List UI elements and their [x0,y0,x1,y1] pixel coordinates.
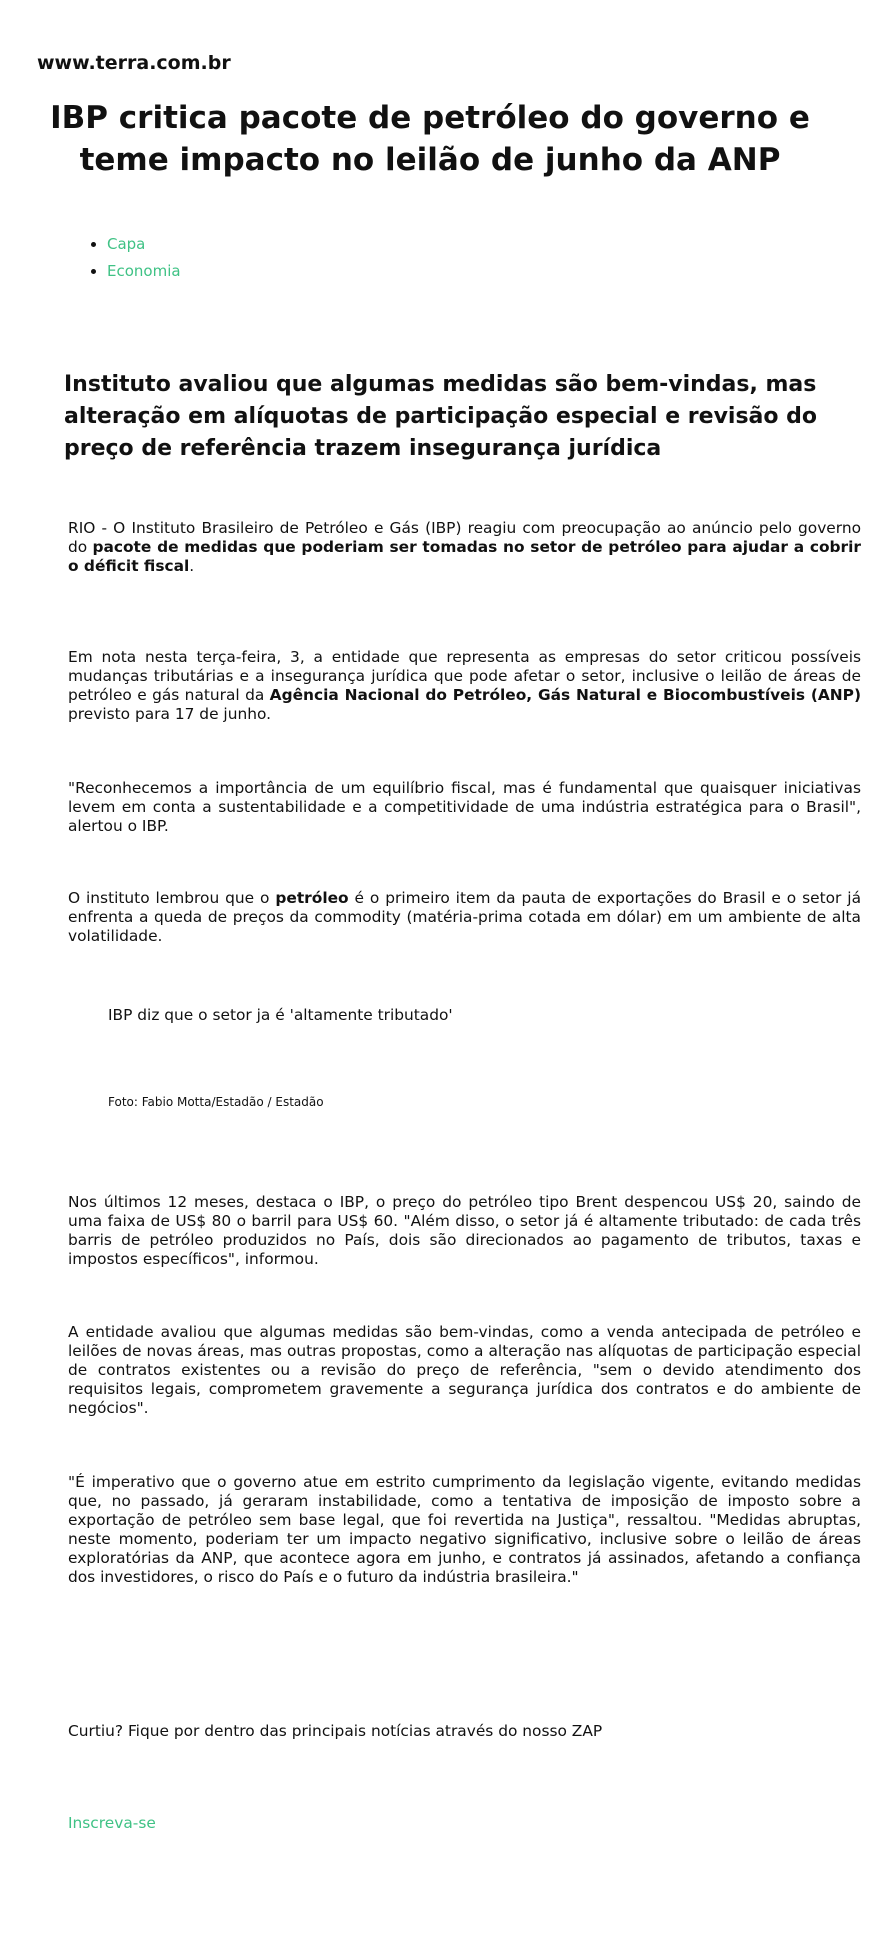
paragraph-link-text[interactable]: petróleo [275,889,349,907]
article-headline: IBP critica pacote de petróleo do governo e teme impacto no leilão de junho da ANP [50,100,810,178]
breadcrumb-link-capa[interactable]: Capa [107,235,146,253]
paragraph-1 [68,519,861,576]
image-caption: IBP diz que o setor ja é 'altamente tributado' [108,1006,453,1024]
paragraph-text: previsto para 17 de junho. [68,705,272,723]
paragraph-text: . [189,557,195,575]
site-name: www.terra.com.br [37,52,231,74]
subscribe-link[interactable]: Inscreva-se [68,1814,156,1832]
breadcrumb-item [107,258,181,285]
paragraph-2 [68,648,861,724]
breadcrumb [0,231,181,285]
breadcrumb-link-economia[interactable]: Economia [107,262,181,280]
breadcrumb-item [107,231,181,258]
newsletter-cta-text: Curtiu? Fique por dentro das principais notícias através do nosso ZAP [68,1722,603,1740]
paragraph-text: RIO - O Instituto Brasileiro de Petróleo e Gás (IBP) reagiu com preocupação ao anúncio pelo governo do [68,519,861,556]
paragraph-link-text[interactable]: Agência Nacional do Petróleo, Gás Natural e Biocombustíveis (ANP) [269,686,861,704]
paragraph-text: O instituto lembrou que o [68,889,276,907]
paragraph-5: Nos últimos 12 meses, destaca o IBP, o preço do petróleo tipo Brent despencou US$ 20, saindo de uma faixa de US$ 80 o barril para US$ 60. "Além disso, o setor já é altamente tributado: de cada três barris de petróleo produzidos no País, dois são direcionados ao pagamento de tributos, taxas e impostos específicos", informou. [68,1193,861,1268]
article-subtitle: Instituto avaliou que algumas medidas são bem-vindas, mas alteração em alíquotas de participação especial e revisão do preço de referência trazem insegurança jurídica [64,372,818,461]
paragraph-6: A entidade avaliou que algumas medidas são bem-vindas, como a venda antecipada de petróleo e leilões de novas áreas, mas outras propostas, como a alteração nas alíquotas de participação especial de contratos existentes ou a revisão do preço de referência, "sem o devido atendimento dos requisitos legais, comprometem gravemente a segurança jurídica dos contratos e do ambiente de negócios". [68,1323,861,1417]
paragraph-7: "É imperativo que o governo atue em estrito cumprimento da legislação vigente, evitando medidas que, no passado, já geraram instabilidade, como a tentativa de imposição de imposto sobre a exportação de petróleo sem base legal, que foi revertida na Justiça", ressaltou. "Medidas abruptas, neste momento, poderiam ter um impacto negativo significativo, inclusive sobre o leilão de áreas exploratórias da ANP, que acontece agora em junho, e contratos já assinados, afetando a confiança dos investidores, o risco do País e o futuro da indústria brasileira." [68,1473,861,1586]
paragraph-3: "Reconhecemos a importância de um equilíbrio fiscal, mas é fundamental que quaisquer iniciativas levem em conta a sustentabilidade e a competitividade de uma indústria estratégica para o Brasil", alertou o IBP. [68,779,861,835]
paragraph-text: é o primeiro item da pauta de exportações do Brasil e o setor já enfrenta a queda de preços da commodity (matéria-prima cotada em dólar) em um ambiente de alta volatilidade. [68,889,862,945]
paragraph-link-text[interactable]: pacote de medidas que poderiam ser tomadas no setor de petróleo para ajudar a cobrir o déficit fiscal [68,538,862,575]
paragraph-4 [68,889,861,946]
paragraph-text: Em nota nesta terça-feira, 3, a entidade que representa as empresas do setor criticou possíveis mudanças tributárias e a insegurança jurídica que pode afetar o setor, inclusive o leilão de áreas de petróleo e gás natural da [68,648,861,704]
image-credit: Foto: Fabio Motta/Estadão / Estadão [108,1095,324,1109]
